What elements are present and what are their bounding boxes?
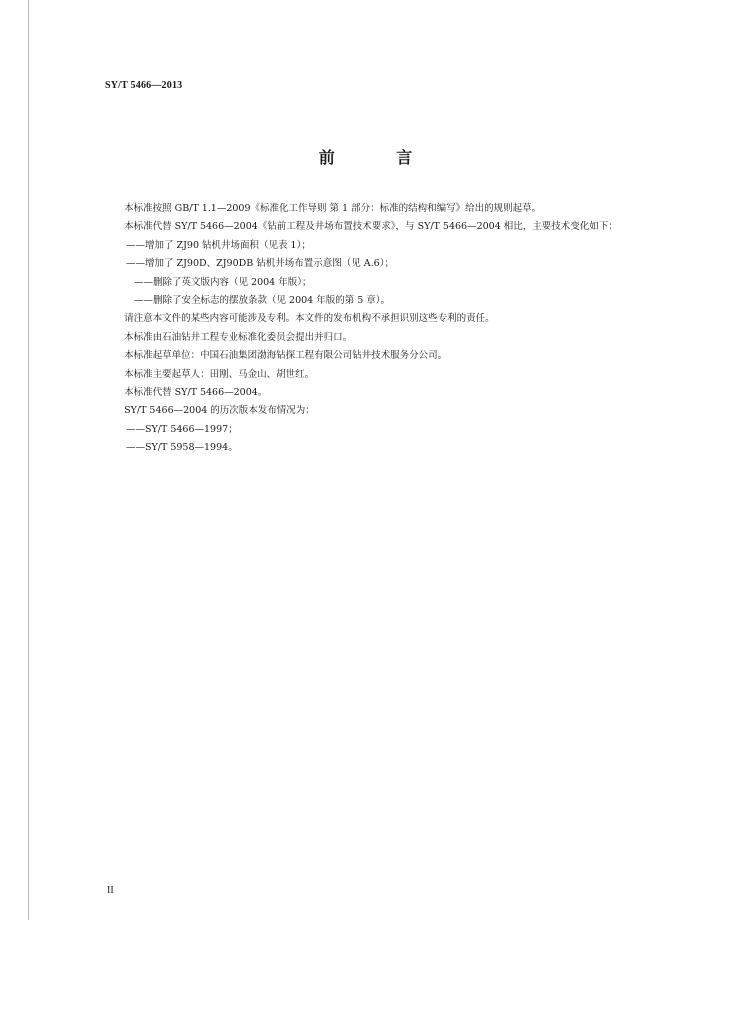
foreword-body (107, 200, 627, 458)
change-item: ——增加了 ZJ90 钻机井场面积（见表 1）； (126, 239, 311, 251)
history-item: ——SY/T 5958—1994。 (126, 442, 238, 454)
change-item: ——增加了 ZJ90D、ZJ90DB 钻机井场布置示意图（见 A.6）； (126, 258, 394, 270)
page-number: II (107, 885, 114, 896)
document-code: SY/T 5466—2013 (105, 80, 183, 91)
paragraph-drafting-unit: 本标准起草单位：中国石油集团渤海钻探工程有限公司钻井技术服务分公司。 (124, 350, 448, 362)
change-item: ——删除了安全标志的摆放条款（见 2004 年版的第 5 章）。 (134, 295, 391, 307)
paragraph-replacement: 本标准代替 SY/T 5466—2004《钻前工程及井场布置技术要求》，与 SY/T 5466—2004 相比，主要技术变化如下： (124, 221, 618, 233)
history-item: ——SY/T 5466—1997； (126, 423, 238, 435)
paragraph-patent-notice: 请注意本文件的某些内容可能涉及专利。本文件的发布机构不承担识别这些专利的责任。 (124, 313, 495, 325)
change-item: ——删除了英文版内容（见 2004 年版）； (134, 276, 312, 288)
paragraph-drafters: 本标准主要起草人：田刚、马金山、胡世红。 (124, 368, 315, 380)
page-title: 前 言 (318, 148, 441, 167)
paragraph-supersedes: 本标准代替 SY/T 5466—2004。 (124, 387, 268, 399)
page-edge-line (28, 0, 29, 920)
paragraph-proposer: 本标准由石油钻井工程专业标准化委员会提出并归口。 (124, 331, 353, 343)
paragraph-history-intro: SY/T 5466—2004 的历次版本发布情况为： (124, 405, 315, 417)
paragraph-drafting-rules: 本标准按照 GB/T 1.1—2009《标准化工作导则 第 1 部分：标准的结构和编写》给出的规则起草。 (124, 203, 542, 214)
